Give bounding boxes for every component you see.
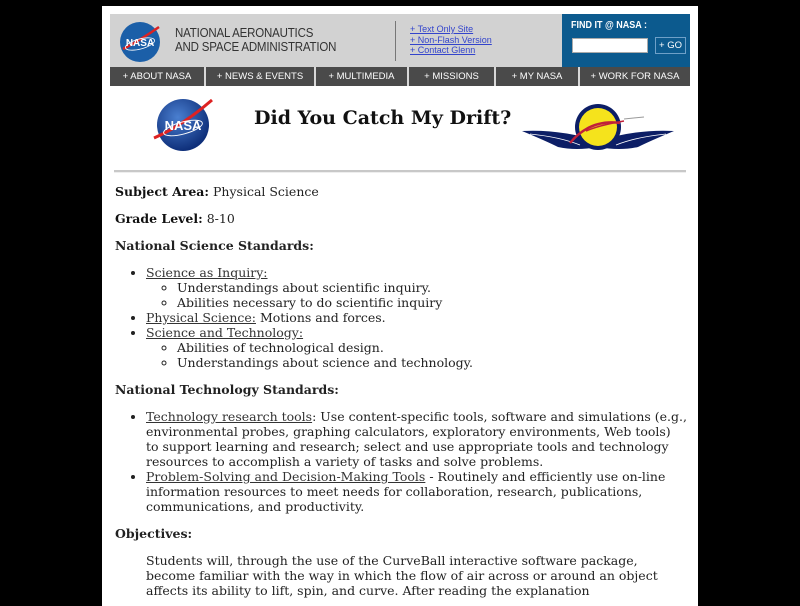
science-as-inquiry-link[interactable]: Science as Inquiry: — [146, 265, 268, 280]
non-flash-version-link[interactable]: + Non-Flash Version — [410, 34, 492, 45]
grade-label: Grade Level: — [115, 211, 203, 226]
nav-multimedia[interactable]: + MULTIMEDIA — [316, 67, 409, 86]
search-input[interactable] — [572, 38, 648, 53]
nts-list — [115, 409, 687, 514]
agency-line-2: AND SPACE ADMINISTRATION — [175, 40, 337, 54]
lesson-content — [115, 184, 687, 606]
page — [102, 6, 698, 606]
technology-research-tools-link[interactable]: Technology research tools — [146, 409, 313, 424]
list-item: ◦ Abilities necessary to do scientific inquiry — [177, 295, 687, 310]
nasa-logo-icon[interactable] — [119, 21, 161, 63]
objectives-text: Students will, through the use of the CurveBall interactive software package, become familiar with the way in which the flow of air across or around an object affects its ability to lift, spin, and curve. After reading the explanation — [146, 553, 658, 598]
nts-heading: National Technology Standards: — [115, 382, 339, 397]
nav-work-for-nasa[interactable]: + WORK FOR NASA — [590, 71, 680, 82]
list-item: ◦ Understandings about scientific inquiry. — [177, 280, 687, 295]
aeronautics-wings-icon — [520, 101, 676, 159]
item-text: - Routinely and efficiently use on-line information resources to meet needs for collaboration, research, publications, communications, and productivity. — [146, 469, 666, 514]
subject-label: Subject Area: — [115, 184, 210, 199]
divider — [395, 21, 396, 61]
objectives-heading: Objectives: — [115, 526, 193, 541]
horizontal-rule — [114, 170, 686, 173]
nss-list — [115, 265, 687, 370]
list-item — [146, 409, 687, 469]
page-title: Did You Catch My Drift? — [254, 107, 512, 129]
list-item — [146, 310, 687, 325]
go-button[interactable]: + GO — [655, 37, 686, 54]
list-item — [146, 469, 687, 514]
nasa-meatball-icon — [152, 96, 214, 154]
science-and-technology-link[interactable]: Science and Technology: — [146, 325, 304, 340]
find-label: FIND IT @ NASA : — [571, 20, 647, 31]
item-text: : Use content-specific tools, software and simulations (e.g., environmental probes, graphing calculators, exploratory environments, Web tools) to support learning and research; select and use appropriate tools and technology resources to accomplish a variety of tasks and solve problems. — [146, 409, 687, 469]
agency-name — [175, 26, 336, 54]
nav-missions[interactable]: + MISSIONS — [409, 67, 496, 86]
search-panel — [562, 14, 690, 67]
main-nav — [110, 67, 690, 86]
nss-heading: National Science Standards: — [115, 238, 314, 253]
item-text: Motions and forces. — [255, 310, 386, 325]
list-item: ◦ Abilities of technological design. — [177, 340, 687, 355]
nav-news-events[interactable]: + NEWS & EVENTS — [206, 67, 316, 86]
contact-glenn-link[interactable]: + Contact Glenn — [410, 45, 476, 55]
nasa-header — [110, 14, 690, 67]
grade-level — [115, 211, 687, 226]
subject-area — [115, 184, 687, 199]
svg-text:NASA: NASA — [125, 38, 155, 49]
nav-about-nasa[interactable]: + ABOUT NASA — [110, 67, 206, 86]
problem-solving-tools-link[interactable]: Problem-Solving and Decision-Making Tools — [146, 469, 426, 484]
text-only-site-link[interactable]: + Text Only Site — [410, 24, 474, 34]
subject-value: Physical Science — [209, 184, 319, 199]
quick-links — [410, 24, 492, 56]
nav-my-nasa[interactable]: + MY NASA — [496, 67, 580, 86]
physical-science-link[interactable]: Physical Science: — [146, 310, 256, 325]
list-item — [146, 265, 687, 310]
list-item — [146, 325, 687, 370]
svg-text:NASA: NASA — [164, 118, 202, 133]
grade-value: 8-10 — [202, 211, 235, 226]
list-item: ◦ Understandings about science and technology. — [177, 355, 687, 370]
agency-line-1: NATIONAL AERONAUTICS — [175, 26, 314, 40]
